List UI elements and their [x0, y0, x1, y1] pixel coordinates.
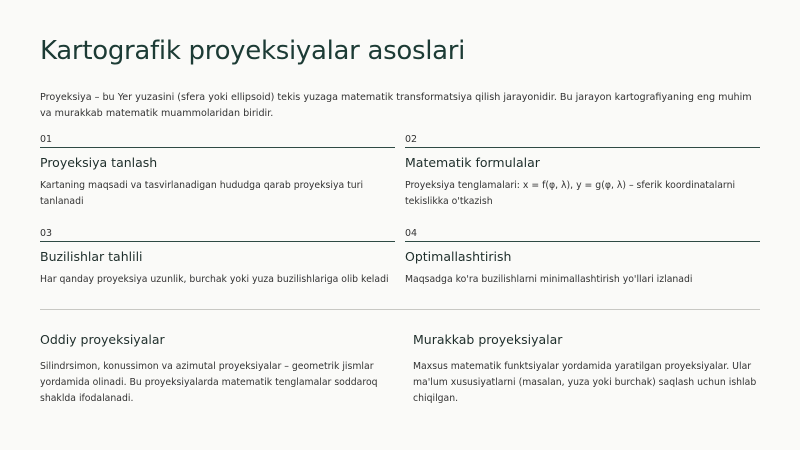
step-text: Har qanday proyeksiya uzunlik, burchak yoki yuza buzilishlariga olib keladi: [40, 274, 389, 285]
step-text: Proyeksiya tenglamalari: x = f(φ, λ), y = g(φ, λ) – sferik koordinatalarni tekislikka o'tkazish: [405, 180, 736, 207]
page-title: Kartografik proyeksiyalar asoslari: [40, 36, 466, 66]
intro-paragraph: Proyeksiya – bu Yer yuzasini (sfera yoki ellipsoid) tekis yuzaga matematik transformatsiya qilish jarayonidir. Bu jarayon kartografiyaning eng muhim va murakkab matematik muammolaridan biridir.: [40, 92, 752, 119]
step-3: [40, 228, 395, 288]
step-number: 03: [40, 228, 395, 242]
column-text: Silindrsimon, konussimon va azimutal proyeksiyalar – geometrik jismlar yordamida olinadi. Bu proyeksiyalarda matematik tenglamalar soddaroq shaklda ifodalanadi.: [40, 361, 378, 404]
step-heading: Optimallashtirish: [405, 249, 512, 264]
step-4: [405, 228, 760, 288]
step-number: 04: [405, 228, 760, 242]
step-heading: Matematik formulalar: [405, 155, 540, 170]
column-text: Maxsus matematik funktsiyalar yordamida yaratilgan proyeksiyalar. Ular ma'lum xususiyatlarni (masalan, yuza yoki burchak) saqlash uchun ishlab chiqilgan.: [413, 361, 757, 404]
step-1: [40, 134, 395, 210]
step-number: 01: [40, 134, 395, 148]
column-heading: Oddiy proyeksiyalar: [40, 332, 165, 347]
step-heading: Buzilishlar tahlili: [40, 249, 143, 264]
column-simple-projections: [40, 332, 385, 407]
section-divider: [40, 309, 760, 310]
column-complex-projections: [413, 332, 758, 407]
step-2: [405, 134, 760, 210]
step-text: Kartaning maqsadi va tasvirlanadigan hududga qarab proyeksiya turi tanlanadi: [40, 180, 364, 207]
step-heading: Proyeksiya tanlash: [40, 155, 158, 170]
step-number: 02: [405, 134, 760, 148]
step-text: Maqsadga ko'ra buzilishlarni minimallashtirish yo'llari izlanadi: [405, 274, 693, 285]
column-heading: Murakkab proyeksiyalar: [413, 332, 563, 347]
